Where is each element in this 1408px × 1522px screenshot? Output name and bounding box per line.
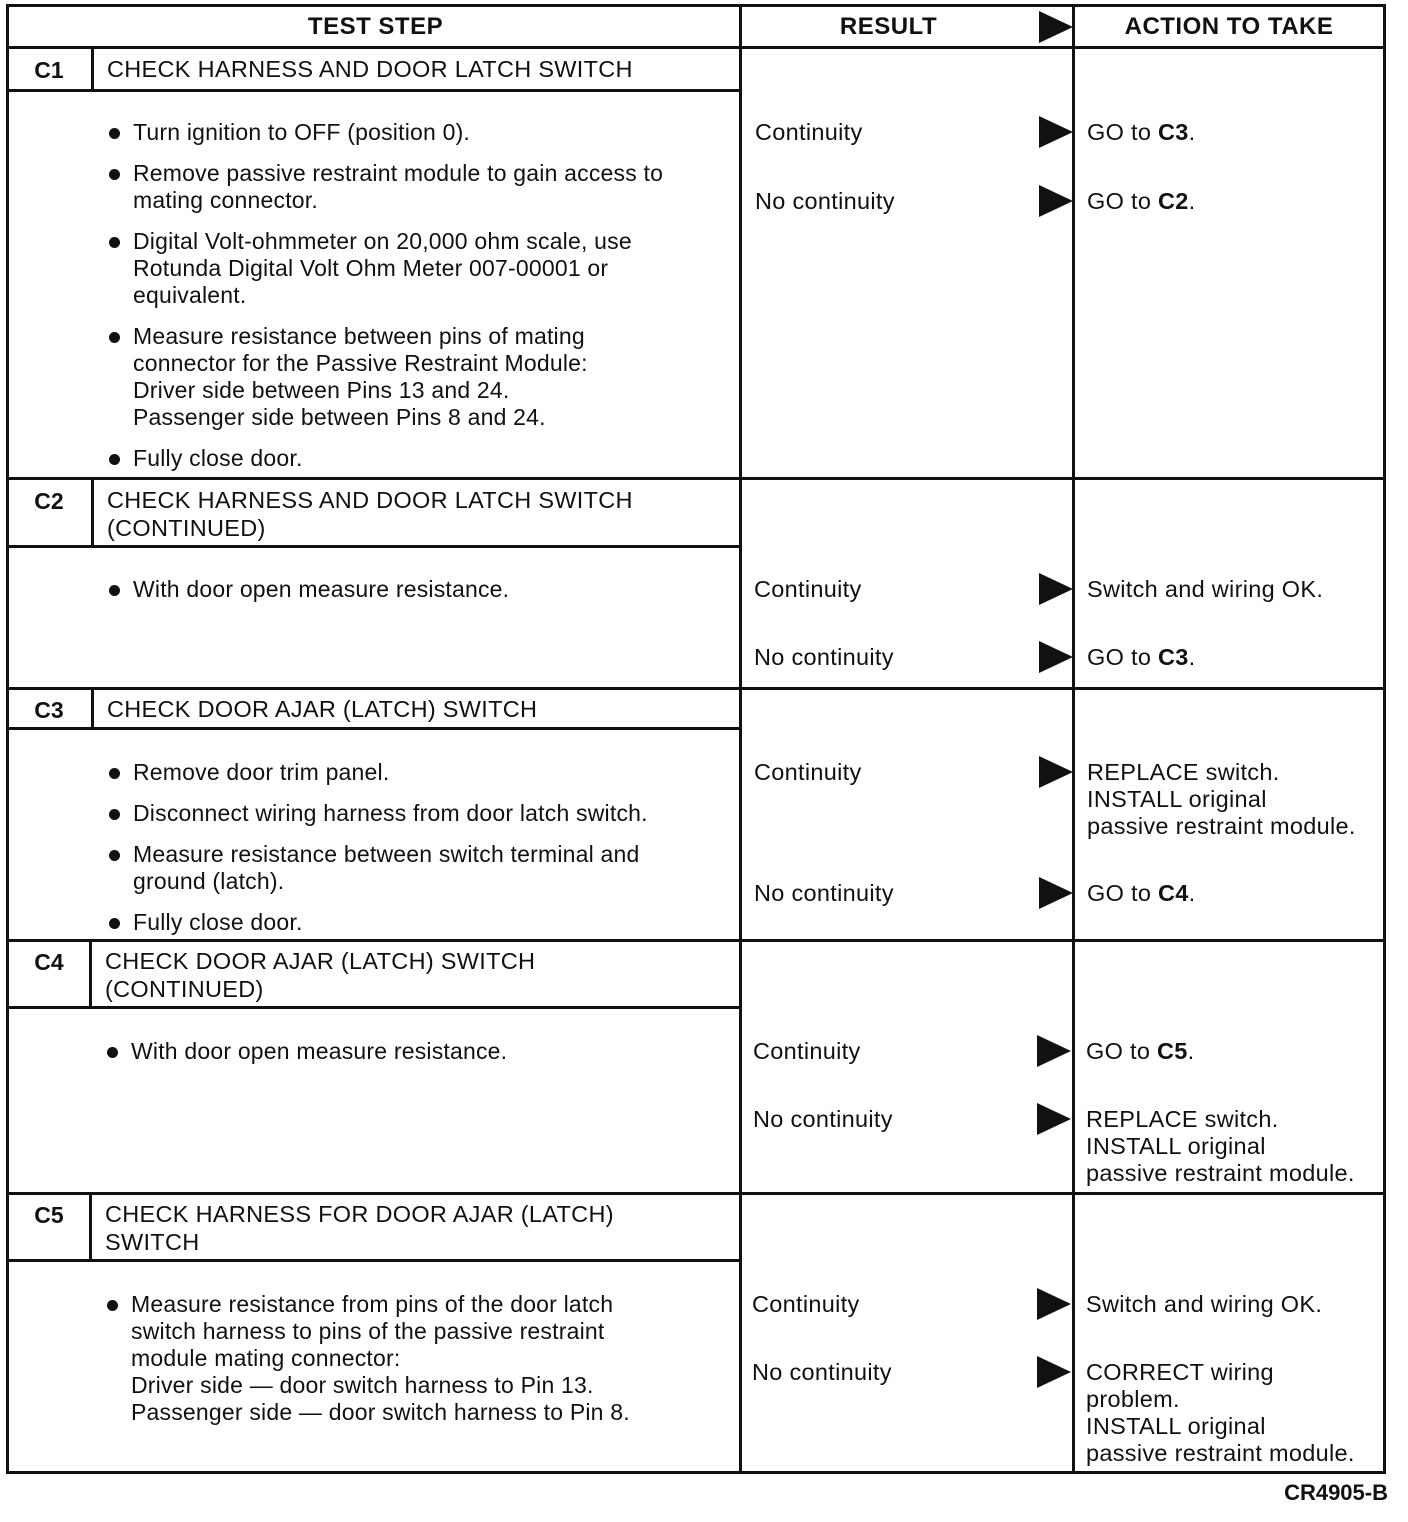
- action-label: GO to C2.: [1087, 188, 1196, 214]
- result-label: Continuity: [752, 1291, 860, 1317]
- instruction-item: With door open measure resistance.: [107, 576, 727, 603]
- instruction-list: [107, 759, 727, 950]
- result-arrow-icon: [1039, 756, 1073, 788]
- result-label: No continuity: [753, 1106, 893, 1132]
- result-label: No continuity: [755, 188, 895, 214]
- step-title: CHECK HARNESS FOR DOOR AJAR (LATCH) SWITCH: [105, 1201, 614, 1255]
- result-arrow-icon: [1037, 1035, 1071, 1067]
- header-divider: [9, 46, 1383, 49]
- instruction-item: Fully close door.: [107, 445, 727, 472]
- bullet-icon: [109, 768, 120, 779]
- header-arrow-icon: [1039, 11, 1073, 43]
- step-id: C1: [34, 57, 64, 83]
- step-id-divider: [91, 47, 94, 91]
- action-label: GO to C3.: [1087, 644, 1196, 670]
- instruction-item: Turn ignition to OFF (position 0).: [107, 119, 727, 146]
- step-id-divider: [89, 942, 92, 1008]
- result-label: No continuity: [752, 1359, 892, 1385]
- step-title: CHECK DOOR AJAR (LATCH) SWITCH (CONTINUED): [105, 948, 536, 1002]
- step-id-divider: [91, 690, 94, 730]
- instruction-item: Measure resistance between pins of mating connector for the Passive Restraint Module: Driver side between Pins 13 and 24. Passenger side between Pins 8 and 24.: [107, 323, 727, 431]
- figure-code: CR4905-B: [1284, 1480, 1388, 1505]
- bullet-icon: [109, 169, 120, 180]
- result-arrow-icon: [1039, 641, 1073, 673]
- result-arrow-icon: [1037, 1288, 1071, 1320]
- action-label: CORRECT wiring problem. INSTALL original passive restraint module.: [1086, 1359, 1355, 1466]
- result-arrow-icon: [1039, 116, 1073, 148]
- bullet-icon: [109, 332, 120, 343]
- step-title: CHECK HARNESS AND DOOR LATCH SWITCH: [107, 56, 633, 82]
- step-title-divider: [9, 727, 739, 730]
- row-divider: [9, 1192, 1383, 1195]
- header-action: ACTION TO TAKE: [1124, 13, 1334, 40]
- step-title-divider: [9, 1006, 739, 1009]
- action-label: GO to C4.: [1087, 880, 1196, 906]
- action-label: GO to C3.: [1087, 119, 1196, 145]
- result-label: Continuity: [754, 576, 862, 602]
- result-label: No continuity: [754, 880, 894, 906]
- header-test-step: TEST STEP: [307, 13, 444, 40]
- action-label: REPLACE switch. INSTALL original passive restraint module.: [1087, 759, 1356, 839]
- result-label: Continuity: [754, 759, 862, 785]
- step-title-divider: [9, 89, 739, 92]
- row-divider: [9, 687, 1383, 690]
- bullet-icon: [109, 454, 120, 465]
- bullet-icon: [107, 1300, 118, 1311]
- instruction-list: [105, 1038, 725, 1079]
- action-label: REPLACE switch. INSTALL original passive restraint module.: [1086, 1106, 1355, 1186]
- troubleshooting-table: [6, 4, 1386, 1474]
- step-id-divider: [91, 480, 94, 547]
- instruction-item: Measure resistance between switch terminal and ground (latch).: [107, 841, 727, 895]
- instruction-item: Digital Volt-ohmmeter on 20,000 ohm scale, use Rotunda Digital Volt Ohm Meter 007-00001 or equivalent.: [107, 228, 727, 309]
- step-id: C2: [34, 488, 64, 514]
- result-label: Continuity: [753, 1038, 861, 1064]
- bullet-icon: [109, 128, 120, 139]
- action-label: Switch and wiring OK.: [1087, 576, 1324, 602]
- instruction-item: Measure resistance from pins of the door latch switch harness to pins of the passive restraint module mating connector: Driver side — door switch harness to Pin 13. Passenger side — door switch harness to Pin 8.: [105, 1291, 725, 1426]
- column-divider-result: [739, 7, 742, 1471]
- action-label: GO to C5.: [1086, 1038, 1195, 1064]
- step-title-divider: [9, 545, 739, 548]
- action-label: Switch and wiring OK.: [1086, 1291, 1323, 1317]
- instruction-item: Remove door trim panel.: [107, 759, 727, 786]
- step-title-divider: [9, 1259, 739, 1262]
- column-divider-action: [1072, 7, 1075, 1471]
- result-arrow-icon: [1037, 1356, 1071, 1388]
- instruction-list: [107, 576, 727, 617]
- instruction-list: [107, 119, 727, 486]
- bullet-icon: [109, 585, 120, 596]
- instruction-item: Disconnect wiring harness from door latch switch.: [107, 800, 727, 827]
- step-title: CHECK DOOR AJAR (LATCH) SWITCH: [107, 696, 538, 722]
- instruction-item: Remove passive restraint module to gain access to mating connector.: [107, 160, 727, 214]
- step-id-divider: [89, 1195, 92, 1261]
- result-arrow-icon: [1039, 573, 1073, 605]
- bullet-icon: [109, 918, 120, 929]
- bullet-icon: [109, 237, 120, 248]
- result-label: Continuity: [755, 119, 863, 145]
- bullet-icon: [109, 850, 120, 861]
- instruction-list: [105, 1291, 725, 1440]
- step-id: C3: [34, 697, 64, 723]
- header-result: RESULT: [839, 13, 938, 40]
- step-id: C5: [34, 1202, 64, 1228]
- instruction-item: Fully close door.: [107, 909, 727, 936]
- instruction-item: With door open measure resistance.: [105, 1038, 725, 1065]
- bullet-icon: [107, 1047, 118, 1058]
- step-title: CHECK HARNESS AND DOOR LATCH SWITCH (CONTINUED): [107, 487, 633, 541]
- result-label: No continuity: [754, 644, 894, 670]
- step-id: C4: [34, 949, 64, 975]
- result-arrow-icon: [1039, 877, 1073, 909]
- bullet-icon: [109, 809, 120, 820]
- result-arrow-icon: [1039, 185, 1073, 217]
- result-arrow-icon: [1037, 1103, 1071, 1135]
